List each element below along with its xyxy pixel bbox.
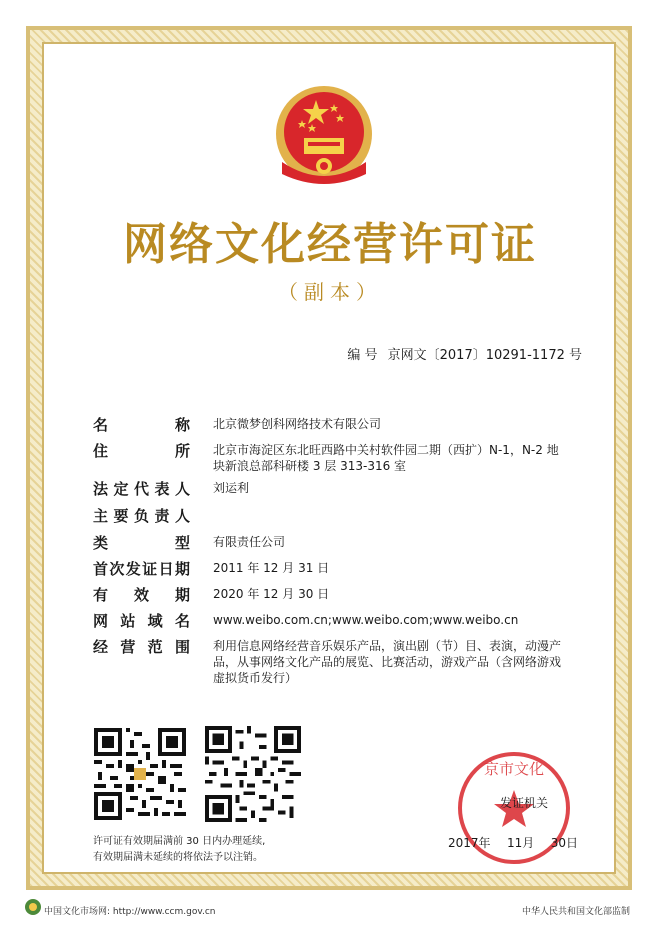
- field-name-value: 北京微梦创科网络技术有限公司: [213, 417, 382, 431]
- note-line: 许可证有效期届满前 30 日内办理延续,: [93, 836, 266, 847]
- issuer-label: 发证机关: [500, 796, 549, 810]
- issue-year: 2017年: [448, 836, 491, 850]
- svg-text:京市文化: 京市文化: [483, 760, 545, 778]
- footer-supervisor: 中华人民共和国文化部监制: [521, 907, 630, 917]
- field-name-label: 名 称: [93, 416, 190, 434]
- license-number-value: 京网文〔2017〕10291-1172 号: [387, 348, 582, 363]
- field-legal-rep-value: 刘运利: [213, 481, 250, 495]
- ccm-logo-icon: [24, 898, 42, 916]
- issue-date: [448, 834, 578, 851]
- field-address-label: 住 所: [93, 442, 190, 460]
- field-validity-label: 有 效 期: [93, 586, 190, 604]
- license-number: [341, 344, 582, 363]
- field-first-issue-value: 2011 年 12 月 31 日: [213, 561, 330, 575]
- field-address-value: 北京市海淀区东北旺西路中关村软件园二期（西扩）N-1，N-2 地块新浪总部科研楼 3 层 313-316 室: [213, 443, 559, 473]
- subtitle: （副本）: [278, 280, 382, 304]
- field-principal-label: 主 要 负 责 人: [93, 507, 190, 525]
- field-type-value: 有限责任公司: [213, 535, 286, 549]
- field-domain-label: 网 站 域 名: [93, 612, 190, 630]
- issue-day: 30日: [550, 836, 578, 850]
- issue-month: 11月: [506, 836, 535, 850]
- page-title: 网络文化经营许可证: [123, 219, 537, 270]
- field-scope-label: 经 营 范 围: [93, 638, 190, 656]
- field-legal-rep-label: 法 定 代 表 人: [93, 480, 190, 498]
- qr-code-icon: [205, 726, 301, 822]
- field-scope-value: 利用信息网络经营音乐娱乐产品，演出剧（节）目、表演，动漫产品，从事网络文化产品的展览、比赛活动，游戏产品（含网络游戏虚拟货币发行）: [213, 639, 562, 685]
- field-validity-value: 2020 年 12 月 30 日: [213, 587, 330, 601]
- license-number-label: 编 号: [347, 348, 378, 363]
- qr-code-icon: [94, 728, 186, 820]
- field-type-label: 类 型: [93, 534, 190, 552]
- note-line: 有效期届满未延续的将依法予以注销。: [93, 852, 263, 863]
- footer-website: 中国文化市场网: http://www.ccm.gov.cn: [44, 907, 216, 917]
- national-emblem-icon: [272, 82, 376, 190]
- field-first-issue-label: 首 次 发 证 日 期: [93, 560, 190, 578]
- field-domain-value: www.weibo.com.cn;www.weibo.com;www.weibo.cn: [213, 613, 519, 627]
